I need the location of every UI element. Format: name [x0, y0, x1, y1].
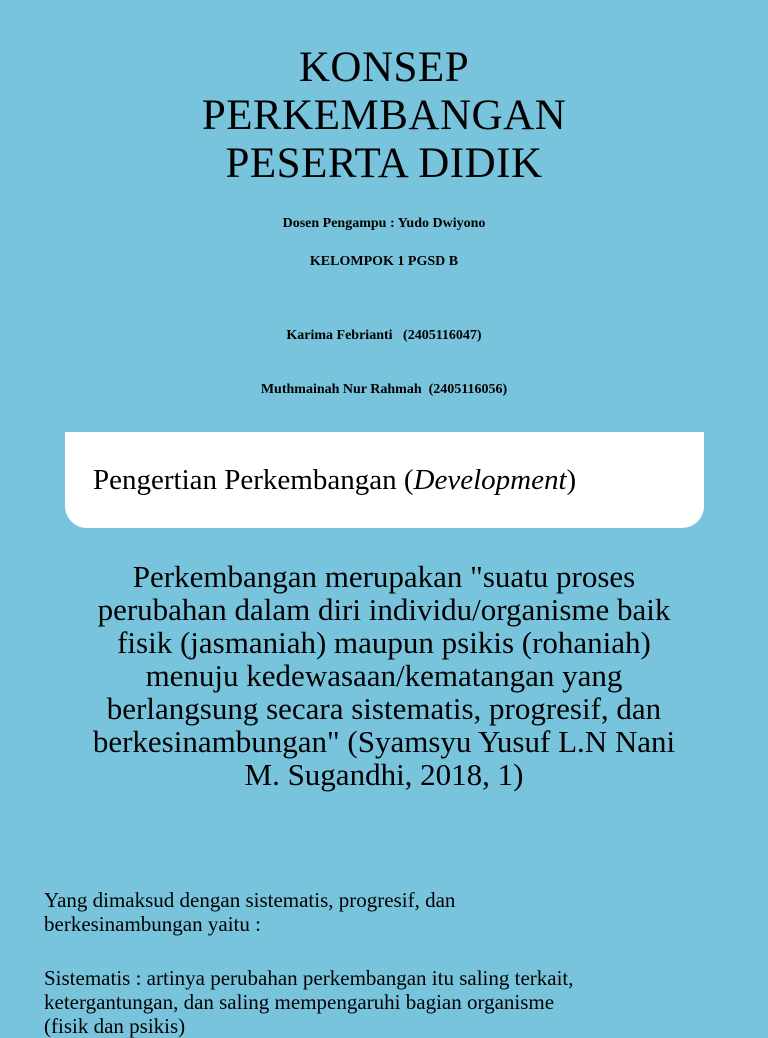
intro-line: berkesinambungan yaitu :	[44, 912, 261, 936]
title-line: PESERTA DIDIK	[225, 140, 543, 187]
title-line: KONSEP	[298, 44, 470, 91]
section-heading-close: )	[566, 463, 577, 496]
lecturer-info: Dosen Pengampu : Yudo Dwiyono	[282, 216, 486, 231]
member-item: Karima Febrianti (2405116047)	[286, 328, 482, 343]
intro-paragraph	[44, 888, 754, 936]
member-item: Muthmainah Nur Rahmah (2405116056)	[260, 382, 508, 397]
definition-line: M. Sugandhi, 2018, 1)	[244, 757, 524, 792]
sistematis-line: Sistematis : artinya perubahan perkembangan itu saling terkait,	[44, 966, 574, 990]
title-line: PERKEMBANGAN	[201, 92, 567, 139]
definition-line: berlangsung secara sistematis, progresif, dan	[106, 691, 662, 726]
sistematis-line: ketergantungan, dan saling mempengaruhi bagian organisme	[44, 990, 555, 1014]
section-heading	[93, 464, 576, 497]
section-heading-term: Development	[413, 463, 567, 496]
definition-line: berkesinambungan" (Syamsyu Yusuf L.N Nani	[92, 724, 676, 759]
group-name: KELOMPOK 1 PGSD B	[309, 254, 459, 269]
definition-line: fisik (jasmaniah) maupun psikis (rohaniah)	[117, 625, 651, 660]
definition-line: perubahan dalam diri individu/organisme baik	[97, 592, 671, 627]
definition-line: Perkembangan merupakan "suatu proses	[132, 559, 636, 594]
sistematis-line: (fisik dan psikis)	[44, 1014, 186, 1038]
page-title	[0, 44, 768, 188]
definition-paragraph	[20, 560, 748, 791]
section-heading-text: Pengertian Perkembangan (	[93, 463, 414, 496]
section-heading-box	[65, 432, 704, 528]
definition-line: menuju kedewasaan/kematangan yang	[145, 658, 623, 693]
intro-line: Yang dimaksud dengan sistematis, progresif, dan	[44, 888, 456, 912]
sistematis-paragraph	[44, 966, 754, 1038]
